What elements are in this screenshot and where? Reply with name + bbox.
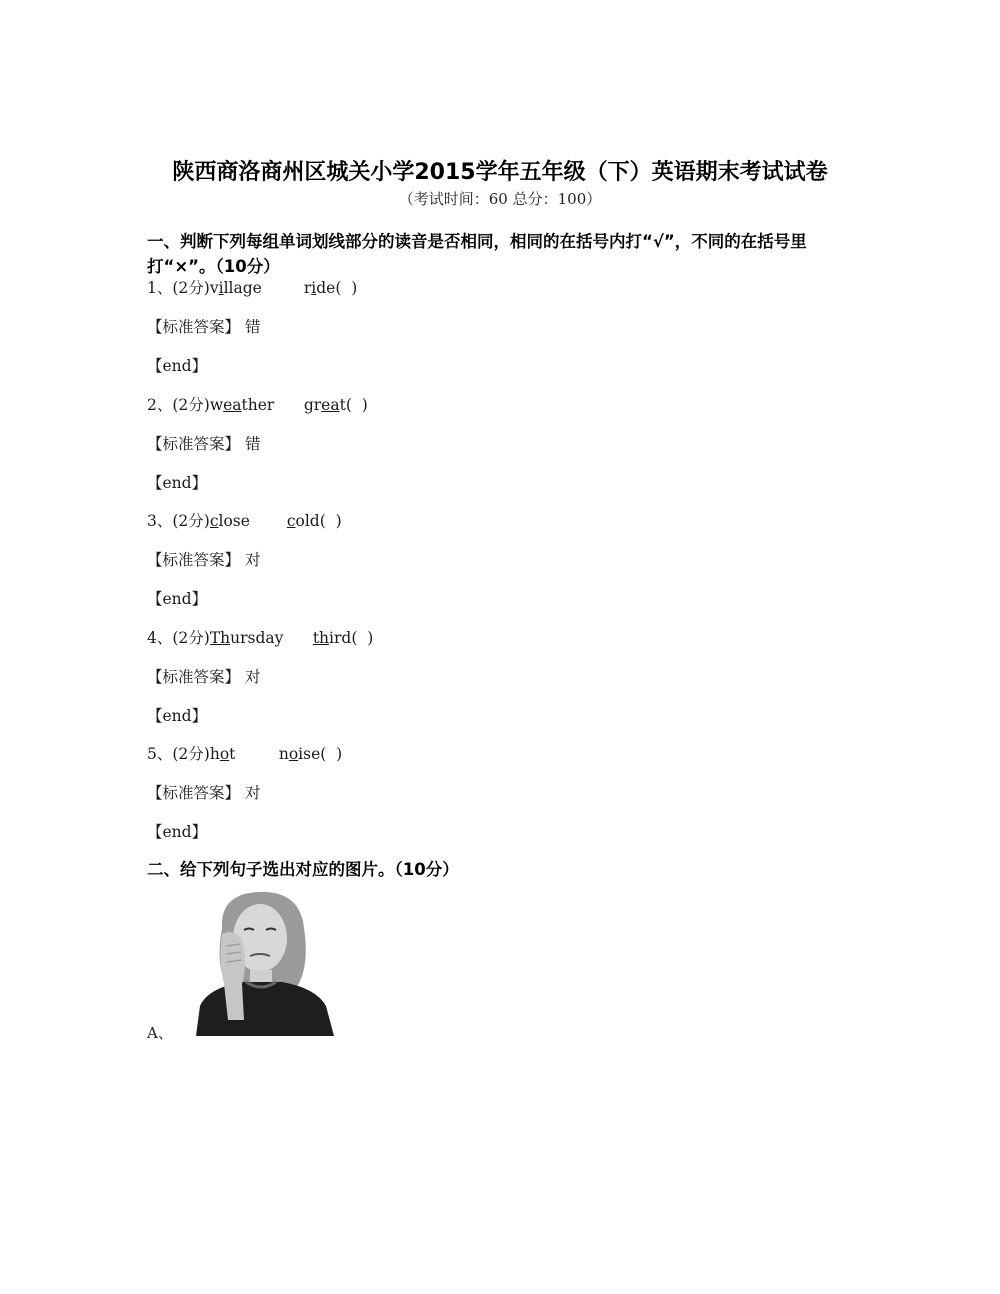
section-1-title-line-2: 打“×”。（10分）	[147, 257, 280, 276]
word-1-end: ursday	[230, 628, 284, 647]
word-2-start: r	[303, 279, 312, 297]
end-marker: 【end】	[147, 473, 208, 492]
word-2	[279, 745, 320, 763]
word-1	[210, 396, 304, 414]
word-2-end: de	[316, 279, 336, 297]
question-number: 2、(2分)	[147, 395, 210, 414]
word-1-underlined: o	[219, 745, 230, 763]
word-2	[304, 279, 336, 297]
section-2-title: 二、给下列句子选出对应的图片。（10分）	[147, 860, 459, 879]
word-1	[210, 745, 279, 763]
word-1-underlined: c	[209, 512, 219, 530]
answer-blank: ( )	[319, 512, 342, 530]
end-marker-2	[147, 471, 207, 493]
section-1-title	[147, 229, 847, 279]
question-3	[147, 509, 342, 531]
answer-blank: ( )	[320, 745, 343, 763]
word-2	[287, 512, 320, 530]
end-marker-5	[147, 820, 207, 842]
question-number: 3、(2分)	[147, 512, 210, 530]
answer-value: 对	[244, 784, 261, 802]
answer-line-4	[147, 665, 260, 687]
page-title: 陕西商洛商州区城关小学2015学年五年级（下）英语期末考试试卷	[172, 160, 828, 185]
answer-value: 错	[244, 318, 261, 336]
answer-label: 【标准答案】	[147, 434, 241, 453]
toothache-girl-photo	[192, 888, 336, 1036]
word-1-underlined: ea	[223, 395, 242, 414]
word-1	[210, 629, 313, 647]
word-2-end: t	[339, 395, 346, 414]
answer-value: 错	[244, 434, 261, 453]
word-2-start: n	[278, 745, 289, 763]
word-2-underlined: o	[288, 745, 299, 763]
word-1-end: t	[229, 745, 236, 763]
question-number: 1、(2分)	[147, 279, 210, 297]
question-number: 5、(2分)	[147, 745, 210, 763]
end-marker: 【end】	[147, 357, 208, 375]
end-marker-4	[147, 704, 207, 726]
end-marker: 【end】	[147, 590, 208, 608]
word-2	[304, 396, 346, 414]
word-2-end: old	[295, 512, 320, 530]
end-marker: 【end】	[147, 706, 208, 725]
shirt-shape	[196, 982, 334, 1036]
answer-blank: ( )	[335, 279, 358, 297]
word-1-end: lose	[218, 512, 250, 530]
question-5	[147, 742, 342, 764]
word-2	[313, 629, 352, 647]
word-1-end: ther	[241, 395, 275, 414]
answer-line-2	[147, 432, 260, 454]
word-2-underlined: ea	[321, 395, 340, 414]
answer-line-3	[147, 548, 260, 570]
word-1	[210, 512, 287, 530]
question-4	[147, 626, 373, 648]
question-number: 4、(2分)	[147, 628, 210, 647]
word-1-start: h	[209, 745, 220, 763]
word-1-start: w	[209, 395, 224, 414]
answer-label: 【标准答案】	[147, 784, 241, 802]
word-1-underlined: Th	[209, 628, 231, 647]
question-1	[147, 276, 357, 298]
question-2	[147, 393, 368, 415]
word-2-underlined: i	[311, 279, 317, 297]
word-2-end: ise	[298, 745, 321, 763]
answer-value: 对	[244, 551, 261, 569]
answer-value: 对	[244, 667, 261, 686]
answer-label: 【标准答案】	[147, 551, 241, 569]
word-1-end: llage	[223, 279, 262, 297]
word-1	[210, 279, 304, 297]
word-1-start: v	[209, 279, 219, 297]
end-marker-1	[147, 354, 207, 376]
exam-info: （考试时间：60 总分：100）	[398, 190, 602, 208]
end-marker: 【end】	[147, 823, 208, 841]
answer-label: 【标准答案】	[147, 318, 241, 336]
answer-blank: ( )	[345, 395, 368, 414]
word-2-underlined: c	[286, 512, 296, 530]
word-2-underlined: th	[312, 628, 330, 647]
section-1-title-line-1: 一、判断下列每组单词划线部分的读音是否相同，相同的在括号内打“√”，不同的在括号里	[147, 232, 807, 251]
choice-a-label: A、	[147, 1024, 173, 1042]
answer-line-5	[147, 781, 260, 803]
answer-line-1	[147, 315, 260, 337]
end-marker-3	[147, 587, 207, 609]
answer-label: 【标准答案】	[147, 667, 241, 686]
word-1-underlined: i	[218, 279, 224, 297]
word-2-end: ird	[329, 628, 352, 647]
word-2-start: gr	[303, 395, 322, 414]
answer-blank: ( )	[351, 628, 374, 647]
